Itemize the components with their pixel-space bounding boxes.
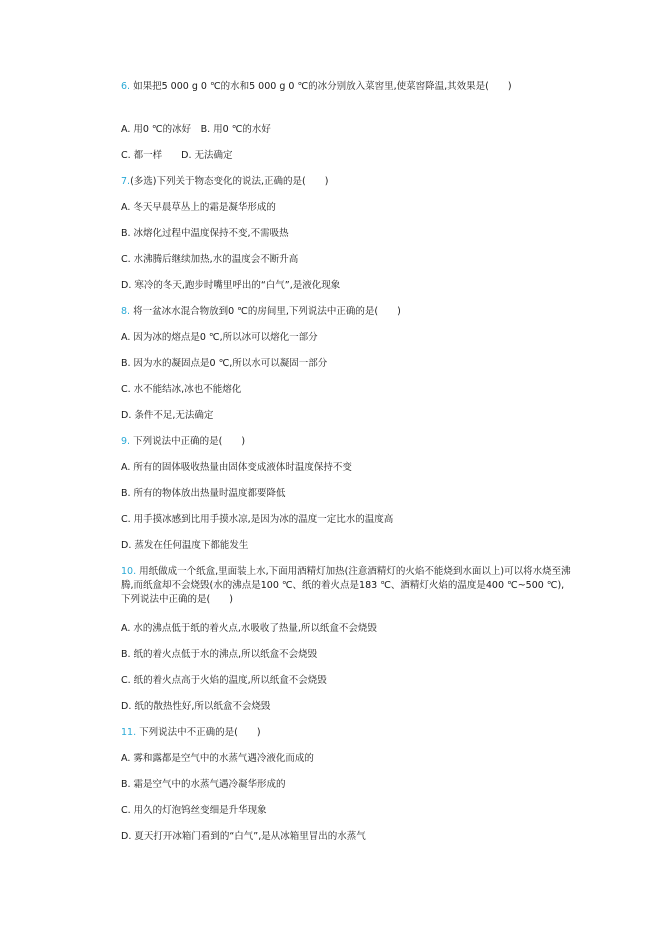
question-9-stem xyxy=(121,435,571,449)
question-number: 11. xyxy=(121,727,137,738)
question-8-option-d: D. 条件不足,无法确定 xyxy=(121,410,214,421)
question-number: 8. xyxy=(121,306,131,317)
question-10-stem xyxy=(121,565,571,607)
question-9-option-b: B. 所有的物体放出热量时温度都要降低 xyxy=(121,488,286,499)
question-11-option-d: D. 夏天打开冰箱门看到的“白气”,是从冰箱里冒出的水蒸气 xyxy=(121,831,366,842)
question-11-option-c: C. 用久的灯泡钨丝变细是升华现象 xyxy=(121,805,267,816)
question-6-stem xyxy=(121,80,571,94)
question-9-option-a: A. 所有的固体吸收热量由固体变成液体时温度保持不变 xyxy=(121,462,352,473)
question-8-option-b: B. 因为水的凝固点是0 ℃,所以水可以凝固一部分 xyxy=(121,358,328,369)
question-10-option-a: A. 水的沸点低于纸的着火点,水吸收了热量,所以纸盒不会烧毁 xyxy=(121,623,377,634)
question-text: (多选)下列关于物态变化的说法,正确的是( ) xyxy=(130,176,329,187)
question-text: 用纸做成一个纸盒,里面装上水,下面用酒精灯加热(注意酒精灯的火焰不能烧到水面以上)可以将水烧至沸腾,而纸盒却不会烧毁(水的沸点是100 ℃、纸的着火点是183 ℃、酒精灯火焰的温度是400 ℃~500 ℃),下列说法中正确的是( ) xyxy=(121,566,571,605)
question-10-option-b: B. 纸的着火点低于水的沸点,所以纸盒不会烧毁 xyxy=(121,649,318,660)
question-10-option-c: C. 纸的着火点高于火焰的温度,所以纸盒不会烧毁 xyxy=(121,675,327,686)
question-number: 9. xyxy=(121,436,131,447)
question-8-option-c: C. 水不能结冰,冰也不能熔化 xyxy=(121,384,242,395)
question-7-option-c: C. 水沸腾后继续加热,水的温度会不断升高 xyxy=(121,254,299,265)
question-text: 下列说法中不正确的是( ) xyxy=(139,727,261,738)
question-11-option-a: A. 雾和露都是空气中的水蒸气遇冷液化而成的 xyxy=(121,753,314,764)
question-6-option-cd: C. 都一样 D. 无法确定 xyxy=(121,150,233,161)
question-number: 6. xyxy=(121,81,131,92)
question-11-option-b: B. 霜是空气中的水蒸气遇冷凝华形成的 xyxy=(121,779,286,790)
question-9-option-c: C. 用手摸冰感到比用手摸水凉,是因为冰的温度一定比水的温度高 xyxy=(121,514,394,525)
question-11-stem xyxy=(121,726,571,740)
question-text: 下列说法中正确的是( ) xyxy=(133,436,246,447)
question-8-option-a: A. 因为冰的熔点是0 ℃,所以冰可以熔化一部分 xyxy=(121,332,318,343)
question-text: 将一盆冰水混合物放到0 ℃的房间里,下列说法中正确的是( ) xyxy=(133,306,401,317)
question-7-option-b: B. 冰熔化过程中温度保持不变,不需吸热 xyxy=(121,228,289,239)
question-9-option-d: D. 蒸发在任何温度下都能发生 xyxy=(121,540,249,551)
question-7-option-a: A. 冬天早晨草丛上的霜是凝华形成的 xyxy=(121,202,276,213)
question-7-stem xyxy=(121,175,571,189)
question-text: 如果把5 000 g 0 ℃的水和5 000 g 0 ℃的冰分别放入菜窖里,使菜窖降温,其效果是( ) xyxy=(133,81,512,92)
question-number: 10. xyxy=(121,566,137,577)
question-number: 7. xyxy=(121,176,131,187)
question-10-option-d: D. 纸的散热性好,所以纸盒不会烧毁 xyxy=(121,701,271,712)
question-6-option-ab: A. 用0 ℃的冰好 B. 用0 ℃的水好 xyxy=(121,124,271,135)
question-8-stem xyxy=(121,305,571,319)
question-7-option-d: D. 寒冷的冬天,跑步时嘴里呼出的“白气”,是液化现象 xyxy=(121,280,341,291)
